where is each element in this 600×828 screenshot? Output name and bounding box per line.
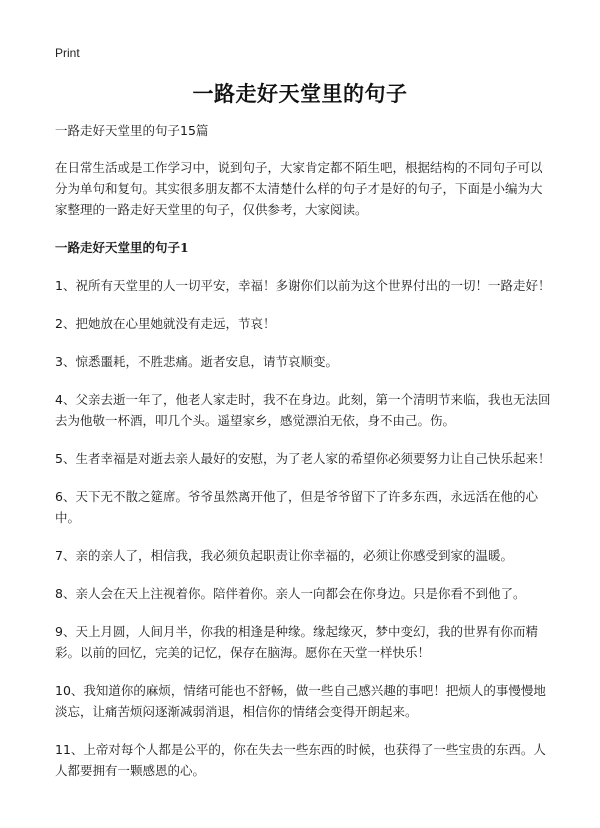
list-item: 2、把她放在心里她就没有走远，节哀！ bbox=[55, 316, 276, 331]
list-item: 8、亲人会在天上注视着你。陪伴着你。亲人一向都会在你身边。只是你看不到他了。 bbox=[55, 586, 526, 601]
list-item: 6、天下无不散之筵席。爷爷虽然离开他了，但是爷爷留下了许多东西，永远活在他的心中。 bbox=[55, 489, 538, 525]
list-item: 4、父亲去逝一年了，他老人家走时，我不在身边。此刻，第一个清明节来临，我也无法回去为他敬一杯酒，叩几个头。遥望家乡，感觉漂泊无依，身不由己。伤。 bbox=[55, 392, 551, 428]
print-link[interactable]: Print bbox=[55, 46, 80, 60]
list-item: 11、上帝对每个人都是公平的，你在失去一些东西的时候，也获得了一些宝贵的东西。人人都要拥有一颗感恩的心。 bbox=[55, 742, 546, 778]
intro-paragraph: 在日常生活或是工作学习中，说到句子，大家肯定都不陌生吧，根据结构的不同句子可以分为单句和复句。其实很多朋友都不太清楚什么样的句子才是好的句子，下面是小编为大家整理的一路走好天堂里的句子，仅供参考，大家阅读。 bbox=[55, 160, 543, 217]
list-item: 7、亲的亲人了，相信我，我必须负起职责让你幸福的，必须让你感受到家的温暖。 bbox=[55, 548, 513, 563]
page-title: 一路走好天堂里的句子 bbox=[192, 82, 408, 106]
article-body bbox=[55, 120, 552, 798]
list-item: 1、祝所有天堂里的人一切平安，幸福！多谢你们以前为这个世界付出的一切！一路走好！ bbox=[55, 278, 551, 293]
list-item: 10、我知道你的麻烦，情绪可能也不舒畅，做一些自己感兴趣的事吧！把烦人的事慢慢地淡忘，让痛苦烦闷逐渐减弱消退，相信你的情绪会变得开朗起来。 bbox=[55, 683, 546, 719]
list-item: 9、天上月圆，人间月半，你我的相逢是种缘。缘起缘灭，梦中变幻，我的世界有你而精彩。以前的回忆，完美的记忆，保存在脑海。愿你在天堂一样快乐！ bbox=[55, 624, 538, 660]
list-item: 3、惊悉噩耗，不胜悲痛。逝者安息，请节哀顺变。 bbox=[55, 354, 338, 369]
section-heading: 一路走好天堂里的句子1 bbox=[55, 240, 189, 255]
article-subtitle: 一路走好天堂里的句子15篇 bbox=[55, 123, 209, 138]
list-item: 5、生者幸福是对逝去亲人最好的安慰，为了老人家的希望你必须要努力让自己快乐起来！ bbox=[55, 451, 551, 466]
